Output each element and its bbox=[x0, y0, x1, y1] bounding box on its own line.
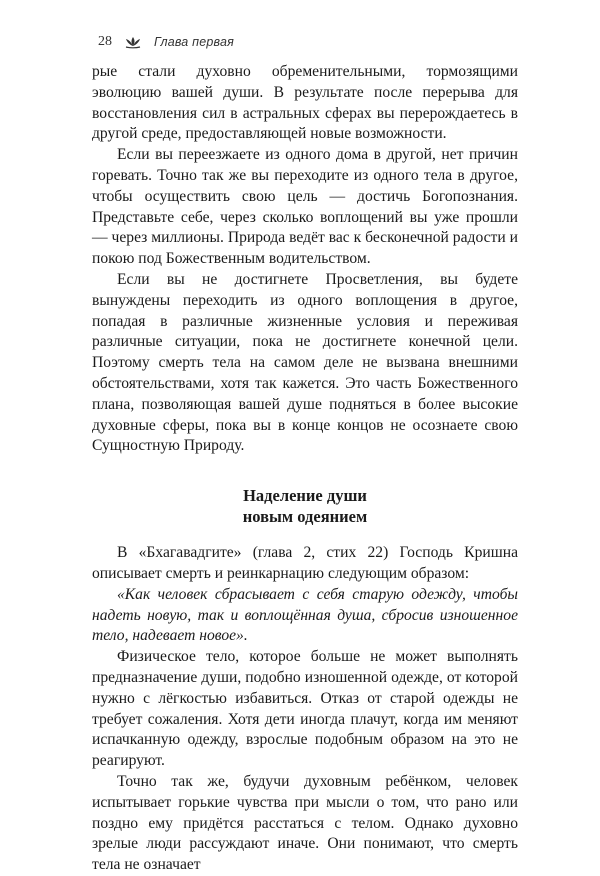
paragraph: Физическое тело, которое больше не может выполнять предназначение души, подобно изношенной одежде, от которой нужно с лёгкостью избавиться. Отказ от старой одежды не требует сожаления. Хотя дети иногда плачут, когда им меняют испачканную одежду, взрослые подобным образом на это не реагируют. bbox=[92, 648, 518, 770]
paragraph: Если вы переезжаете из одного дома в другой, нет причин горевать. Точно так же вы переходите из одного тела в другое, чтобы осуществить свою цель — достичь Богопознания. Представьте себе, через сколько воплощений вы уже прошли — через миллионы. Природа ведёт вас к бесконечной радости и покою под Божественным водительством. bbox=[92, 146, 518, 268]
paragraph: Если вы не достигнете Просветления, вы будете вынуждены переходить из одного воплощения в другое, попадая в различные жизненные условия и переживая различные ситуации, пока не достигнете конечной цели. Поэтому смерть тела на самом деле не вызвана внешними обстоятельствами, хотя так кажется. Это часть Божественного плана, позволяющая вашей душе подняться в более высокие духовные сферы, пока вы в конце концов не осознаете свою Сущностную Природу. bbox=[92, 270, 518, 455]
page-number: 28 bbox=[98, 34, 112, 49]
section-heading-line1: Наделение души bbox=[243, 486, 367, 506]
section-heading bbox=[92, 485, 518, 527]
lotus-icon bbox=[124, 36, 142, 49]
body-text bbox=[92, 62, 518, 876]
paragraph: Точно так же, будучи духовным ребёнком, человек испытывает горькие чувства при мысли о том, что рано или поздно ему придётся расстаться с телом. Однако духовно зрелые люди рассуждают иначе. Они понимают, что смерть тела не означает bbox=[92, 772, 518, 874]
paragraph-continuation: рые стали духовно обременительными, тормозящими эволюцию вашей души. В результате после перерыва для восстановления сил в астральных сферах вы перерождаетесь в другой среде, предоставляющей новые возможности. bbox=[92, 63, 518, 143]
chapter-title: Глава первая bbox=[154, 35, 234, 49]
section-heading-line2: новым одеянием bbox=[242, 507, 368, 527]
running-header bbox=[98, 34, 234, 50]
quote-paragraph: «Как человек сбрасывает с себя старую одежду, чтобы надеть новую, так и воплощённая душа, сбросив изношенное тело, надевает новое». bbox=[92, 585, 518, 645]
paragraph: В «Бхагавадгите» (глава 2, стих 22) Господь Кришна описывает смерть и реинкарнацию следующим образом: bbox=[92, 544, 518, 582]
